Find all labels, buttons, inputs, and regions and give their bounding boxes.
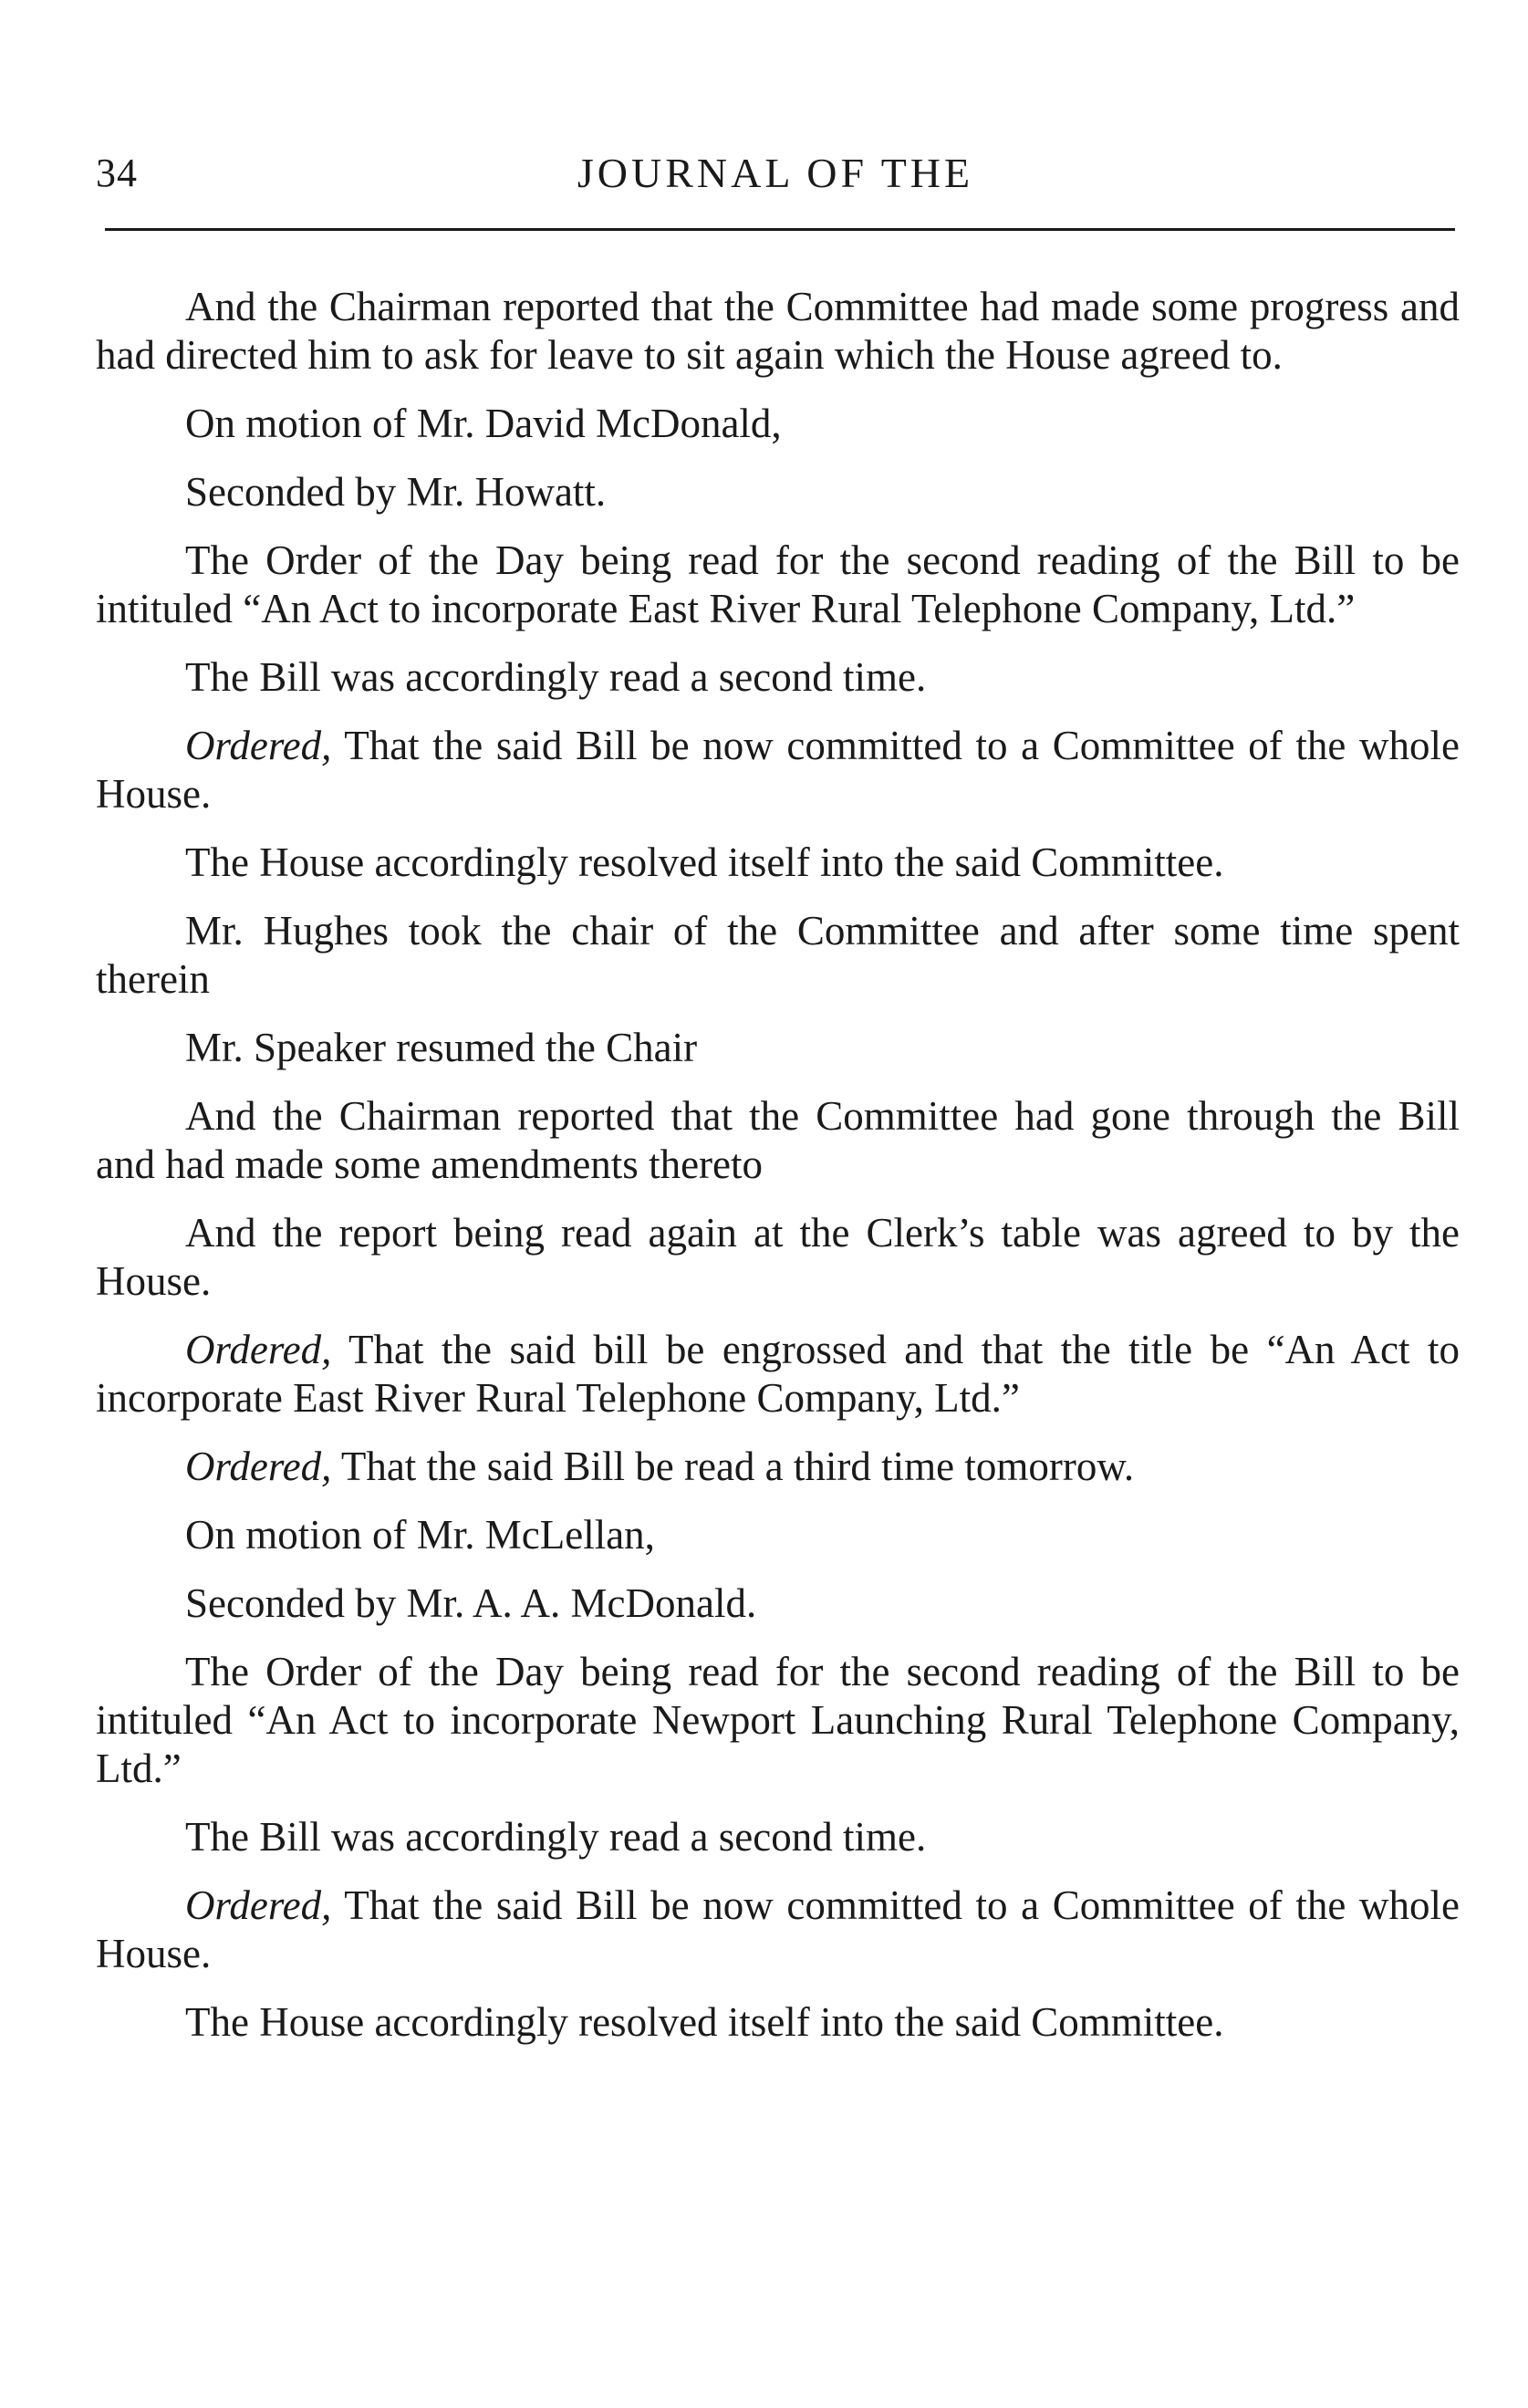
paragraph [96, 839, 1460, 887]
paragraph [96, 1648, 1460, 1793]
page-number: 34 [96, 151, 138, 195]
paragraph-text: And the Chairman reported that the Committee had made some progress and had directed him to ask for leave to sit again which the House agreed to. [96, 284, 1460, 378]
paragraph [96, 653, 1460, 702]
paragraph-text: That the said Bill be read a third time tomorrow. [331, 1444, 1135, 1489]
paragraph [96, 537, 1460, 633]
paragraph-text: The Bill was accordingly read a second time. [185, 1814, 927, 1860]
paragraph [96, 722, 1460, 818]
paragraph-text: Seconded by Mr. A. A. McDonald. [185, 1580, 757, 1626]
paragraph [96, 1511, 1460, 1559]
paragraph-text: The Order of the Day being read for the second reading of the Bill to be intituled “An Act to incorporate East River Rural Telephone Company, Ltd.” [96, 537, 1460, 631]
paragraph-lead: Ordered, [185, 1882, 332, 1928]
paragraph [96, 1092, 1460, 1189]
paragraph-text: On motion of Mr. David McDonald, [185, 401, 782, 446]
paragraph [96, 1579, 1460, 1628]
paragraph [96, 1209, 1460, 1306]
paragraph [96, 1024, 1460, 1072]
paragraph-text: That the said Bill be now committed to a Committee of the whole House. [96, 1882, 1460, 1976]
paragraph-text: The Order of the Day being read for the second reading of the Bill to be intituled “An Act to incorporate Newport Launching Rural Telephone Company, Ltd.” [96, 1649, 1460, 1791]
paragraph-text: And the Chairman reported that the Committee had gone through the Bill and had made some amendments thereto [96, 1093, 1460, 1187]
journal-body [96, 283, 1460, 2067]
paragraph-text: That the said bill be engrossed and that the title be “An Act to incorporate East River Rural Telephone Company, Ltd.” [96, 1327, 1460, 1421]
paragraph [96, 283, 1460, 380]
paragraph-text: On motion of Mr. McLellan, [185, 1512, 655, 1558]
paragraph-text: The House accordingly resolved itself into the said Committee. [185, 839, 1224, 885]
paragraph-lead: Ordered, [185, 723, 332, 768]
paragraph [96, 907, 1460, 1004]
paragraph-text: That the said Bill be now committed to a Committee of the whole House. [96, 723, 1460, 817]
paragraph-lead: Ordered, [185, 1327, 332, 1372]
paragraph [96, 468, 1460, 516]
paragraph-text: Seconded by Mr. Howatt. [185, 469, 607, 515]
paragraph [96, 1998, 1460, 2047]
header-rule [105, 228, 1455, 231]
paragraph [96, 1813, 1460, 1861]
paragraph-text: Mr. Hughes took the chair of the Committee and after some time spent therein [96, 908, 1460, 1002]
paragraph-lead: Ordered, [185, 1444, 332, 1489]
paragraph [96, 1443, 1460, 1491]
paragraph-text: And the report being read again at the Clerk’s table was agreed to by the House. [96, 1210, 1460, 1304]
paragraph [96, 1326, 1460, 1423]
paragraph-text: Mr. Speaker resumed the Chair [185, 1025, 698, 1070]
paragraph-text: The House accordingly resolved itself into the said Committee. [185, 1999, 1224, 2045]
running-title: JOURNAL OF THE [577, 150, 974, 196]
paragraph [96, 1882, 1460, 1978]
paragraph [96, 400, 1460, 448]
paragraph-text: The Bill was accordingly read a second time. [185, 654, 927, 700]
running-head [96, 146, 1455, 201]
